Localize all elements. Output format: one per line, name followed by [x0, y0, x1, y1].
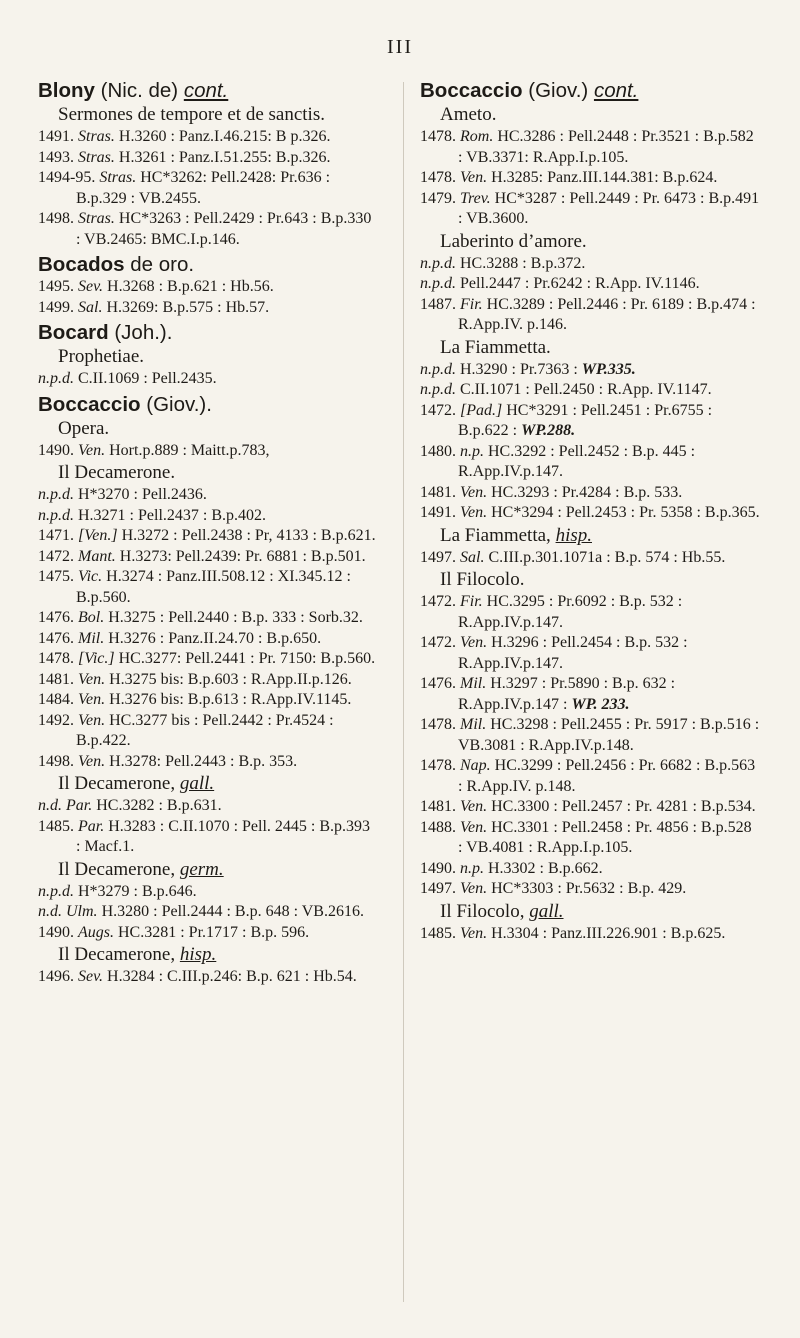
author-heading — [38, 392, 378, 417]
entry-year: 1491. — [38, 128, 74, 145]
work-title-text: Laberinto d’amore. — [440, 230, 587, 252]
entry-place: Ven. — [460, 798, 488, 815]
entry-year: 1499. — [38, 298, 74, 316]
author-heading — [420, 78, 760, 103]
entry-year: 1490. — [38, 441, 74, 459]
entry-year: 1478. — [420, 169, 456, 186]
entry-references: C.II.1071 : Pell.2450 : R.App. IV.1147. — [460, 381, 712, 398]
entry-references: HC*3262: Pell.2428: Pr.636 : B.p.329 : VB.2455. — [76, 169, 331, 207]
entry-references: H.3261 : Panz.I.51.255: B.p.326. — [118, 148, 331, 166]
edition-entry — [38, 277, 378, 298]
edition-entry — [38, 649, 378, 670]
edition-entry — [420, 859, 760, 880]
entry-references: HC.3300 : Pell.2457 : Pr. 4281 : B.p.534. — [491, 798, 756, 815]
continued-note: cont. — [183, 79, 229, 102]
entry-year: 1476. — [38, 609, 74, 626]
entry-references: HC*3291 : Pell.2451 : Pr.6755 : B.p.622 : — [458, 401, 713, 439]
work-title — [38, 461, 378, 485]
edition-entry — [420, 295, 760, 336]
entry-year: 1478. — [38, 650, 74, 667]
entry-year: 1498. — [38, 752, 74, 770]
entry-place: Par. — [78, 817, 105, 835]
entry-place: n.p.d. — [420, 275, 456, 292]
work-title — [38, 103, 378, 127]
entry-references: HC*3303 : Pr.5632 : B.p. 429. — [491, 880, 687, 897]
entry-place: Augs. — [78, 923, 114, 941]
entry-place: Stras. — [78, 128, 115, 145]
entry-place: Trev. — [460, 189, 491, 207]
continued-note: cont. — [593, 79, 639, 102]
left-column — [38, 76, 378, 988]
edition-entry — [420, 168, 760, 189]
work-title-text: Il Decamerone, — [58, 944, 180, 965]
entry-year: 1471. — [38, 527, 74, 544]
entry-year: 1472. — [38, 547, 74, 565]
entry-references: HC.3288 : B.p.372. — [460, 254, 586, 272]
work-title-text: Il Decamerone, — [58, 773, 180, 794]
edition-entry — [38, 796, 378, 817]
entry-place: Nap. — [460, 757, 491, 774]
edition-entry — [38, 608, 378, 629]
work-title-text: Sermones de tempore et de sanctis. — [58, 104, 325, 125]
edition-entry — [38, 127, 378, 148]
entry-references: HC.3293 : Pr.4284 : B.p. 533. — [491, 483, 683, 501]
edition-language: hisp. — [555, 524, 592, 546]
entry-references: HC.3289 : Pell.2446 : Pr. 6189 : B.p.474 : R.App.IV. p.146. — [458, 295, 756, 333]
entry-year: 1485. — [38, 817, 74, 835]
work-title-text: Il Filocolo. — [440, 569, 525, 590]
edition-entry — [38, 670, 378, 691]
edition-entry — [38, 902, 378, 923]
entry-place: [Ven.] — [78, 527, 118, 544]
entry-year: 1481. — [420, 483, 456, 501]
edition-entry — [420, 797, 760, 818]
entry-place: n.p.d. — [38, 506, 74, 524]
entry-place: [Vic.] — [78, 650, 115, 667]
entry-place: Stras. — [78, 148, 115, 166]
work-title-text: Opera. — [58, 417, 110, 439]
edition-entry — [38, 567, 378, 608]
entry-place: Ven. — [78, 711, 106, 729]
entry-references: Pell.2447 : Pr.6242 : R.App. IV.1146. — [460, 275, 700, 292]
edition-entry — [420, 380, 760, 401]
author-heading — [38, 78, 378, 103]
work-title — [38, 858, 378, 882]
author-qualifier: (Joh.). — [108, 321, 173, 344]
work-title — [420, 336, 760, 360]
entry-year: 1494-95. — [38, 169, 96, 186]
edition-entry — [420, 633, 760, 674]
entry-year: 1481. — [38, 670, 74, 688]
work-title-text: Il Filocolo, — [440, 900, 530, 922]
edition-entry — [38, 711, 378, 752]
entry-place: Ven. — [460, 483, 488, 501]
entry-year: 1498. — [38, 210, 74, 227]
edition-entry — [420, 189, 760, 230]
author-name: Blony — [38, 79, 95, 102]
entry-references: HC.3277: Pell.2441 : Pr. 7150: B.p.560. — [118, 650, 376, 667]
edition-entry — [420, 442, 760, 483]
edition-entry — [420, 503, 760, 524]
entry-place: n.p. — [460, 442, 484, 460]
work-title — [420, 900, 760, 924]
entry-references: H.3285: Panz.III.144.381: B.p.624. — [491, 169, 718, 186]
entry-place: Sal. — [460, 548, 485, 566]
entry-references: H.3272 : Pell.2438 : Pr, 4133 : B.p.621. — [121, 527, 376, 544]
author-qualifier: (Giov.). — [140, 392, 212, 416]
edition-entry — [38, 148, 378, 169]
entry-place: Mil. — [78, 629, 105, 647]
entry-place: n.p. — [460, 859, 484, 877]
entry-references: H.3275 : Pell.2440 : B.p. 333 : Sorb.32. — [108, 609, 363, 626]
author-name: Boccaccio — [38, 392, 141, 416]
edition-entry — [420, 924, 760, 945]
entry-references: HC.3277 bis : Pell.2442 : Pr.4524 : B.p.422. — [76, 711, 334, 749]
edition-entry — [38, 967, 378, 988]
author-name: Boccaccio — [420, 79, 523, 102]
edition-entry — [420, 254, 760, 275]
entry-references: H.3276 bis: B.p.613 : R.App.IV.1145. — [109, 691, 352, 708]
entry-references: HC.3301 : Pell.2458 : Pr. 4856 : B.p.528 : VB.4081 : R.App.I.p.105. — [458, 818, 752, 856]
work-title-text: Prophetiae. — [58, 346, 145, 367]
author-qualifier: (Giov.) — [522, 79, 594, 102]
entry-year: 1493. — [38, 148, 74, 166]
entry-place: Mil. — [460, 716, 487, 733]
entry-references: HC*3287 : Pell.2449 : Pr. 6473 : B.p.491 : VB.3600. — [458, 189, 760, 227]
entry-place: Mil. — [460, 675, 487, 692]
entry-year: 1490. — [38, 923, 74, 941]
entry-place: Ven. — [460, 924, 488, 942]
work-title — [420, 524, 760, 548]
entry-references: H.3304 : Panz.III.226.901 : B.p.625. — [491, 924, 726, 942]
work-title-text: Il Decamerone. — [58, 462, 176, 483]
entry-year: 1497. — [420, 548, 456, 566]
edition-entry — [38, 485, 378, 506]
entry-references: H*3270 : Pell.2436. — [78, 486, 207, 503]
entry-references: HC.3292 : Pell.2452 : B.p. 445 : R.App.IV.p.147. — [458, 442, 696, 480]
entry-references: HC.3299 : Pell.2456 : Pr. 6682 : B.p.563 : R.App.IV. p.148. — [458, 757, 756, 795]
entry-year: 1488. — [420, 818, 456, 836]
edition-entry — [420, 879, 760, 900]
edition-language: germ. — [179, 858, 224, 880]
entry-place: n.d. Ulm. — [38, 903, 98, 920]
entry-references: H.3280 : Pell.2444 : B.p. 648 : VB.2616. — [101, 903, 364, 920]
entry-place: n.p.d. — [38, 486, 74, 503]
entry-place: [Pad.] — [460, 401, 503, 419]
edition-entry — [38, 526, 378, 547]
work-title — [420, 103, 760, 127]
entry-year: 1497. — [420, 880, 456, 897]
entry-references: HC*3294 : Pell.2453 : Pr. 5358 : B.p.365. — [491, 504, 760, 521]
edition-entry — [38, 752, 378, 773]
edition-entry — [38, 629, 378, 650]
edition-entry — [420, 592, 760, 633]
edition-language: gall. — [179, 773, 215, 794]
entry-year: 1485. — [420, 924, 456, 942]
work-title — [420, 568, 760, 592]
entry-place: Ven. — [460, 634, 488, 651]
entry-place: Rom. — [460, 128, 494, 145]
entry-year: 1479. — [420, 189, 456, 207]
work-title — [420, 230, 760, 254]
entry-place: Mant. — [78, 547, 116, 565]
entry-references: H.3268 : B.p.621 : Hb.56. — [107, 278, 274, 295]
entry-place: Ven. — [78, 752, 106, 770]
edition-entry — [38, 817, 378, 858]
edition-entry — [420, 548, 760, 569]
entry-year: 1480. — [420, 442, 456, 460]
entry-references: HC*3263 : Pell.2429 : Pr.643 : B.p.330 : VB.2465: BMC.I.p.146. — [76, 210, 372, 248]
entry-references: H.3284 : C.III.p.246: B.p. 621 : Hb.54. — [107, 968, 357, 985]
column-divider — [403, 82, 404, 1302]
work-title — [38, 417, 378, 441]
edition-entry — [38, 506, 378, 527]
entry-references: H.3296 : Pell.2454 : B.p. 532 : R.App.IV.p.147. — [458, 634, 688, 672]
entry-references: H.3283 : C.II.1070 : Pell. 2445 : B.p.393 : Macf.1. — [76, 817, 371, 855]
edition-entry — [38, 298, 378, 319]
entry-year: 1496. — [38, 968, 74, 985]
entry-references: H.3297 : Pr.5890 : B.p. 632 : R.App.IV.p.147 : — [458, 675, 676, 713]
entry-place: n.d. Par. — [38, 797, 93, 814]
edition-entry — [420, 401, 760, 442]
edition-entry — [38, 441, 378, 462]
entry-year: 1492. — [38, 711, 74, 729]
edition-entry — [420, 818, 760, 859]
edition-entry — [420, 127, 760, 168]
entry-place: n.p.d. — [38, 882, 74, 900]
entry-place: Fir. — [460, 295, 483, 313]
entry-references: Hort.p.889 : Maitt.p.783, — [109, 441, 270, 459]
work-title — [38, 345, 378, 369]
entry-year: 1472. — [420, 593, 456, 610]
edition-entry — [420, 674, 760, 715]
edition-entry — [420, 483, 760, 504]
entry-references: H.3302 : B.p.662. — [488, 859, 603, 877]
entry-place: Ven. — [78, 670, 106, 688]
entry-references: H*3279 : B.p.646. — [78, 882, 197, 900]
edition-entry — [38, 209, 378, 250]
entry-place: Ven. — [460, 880, 488, 897]
edition-entry — [420, 274, 760, 295]
edition-entry — [38, 547, 378, 568]
entry-references: H.3276 : Panz.II.24.70 : B.p.650. — [108, 629, 322, 647]
entry-place: n.p.d. — [420, 360, 456, 378]
entry-references: H.3290 : Pr.7363 : — [460, 360, 582, 378]
work-title-text: Il Decamerone, — [58, 858, 180, 880]
entry-references: H.3275 bis: B.p.603 : R.App.II.p.126. — [109, 670, 352, 688]
entry-references: H.3274 : Panz.III.508.12 : XI.345.12 : B.p.560. — [76, 568, 351, 606]
entry-place: Vic. — [78, 568, 103, 585]
author-qualifier: de oro. — [124, 253, 195, 276]
entry-year: 1476. — [420, 675, 456, 692]
edition-entry — [420, 715, 760, 756]
entry-references: H.3269: B.p.575 : Hb.57. — [106, 298, 270, 316]
edition-entry — [38, 369, 378, 390]
entry-place: Ven. — [460, 169, 488, 186]
entry-year: 1472. — [420, 401, 456, 419]
entry-place: Sev. — [78, 968, 104, 985]
entry-references: H.3278: Pell.2443 : B.p. 353. — [109, 752, 298, 770]
entry-place: Sev. — [78, 278, 104, 295]
entry-place: Bol. — [78, 609, 105, 626]
author-name: Bocard — [38, 321, 109, 344]
entry-references: H.3260 : Panz.I.46.215: B p.326. — [118, 128, 331, 145]
entry-references: H.3273: Pell.2439: Pr. 6881 : B.p.501. — [119, 547, 366, 565]
entry-year: 1475. — [38, 568, 74, 585]
page-number: III — [387, 36, 413, 58]
entry-wp-reference: WP.335. — [581, 360, 636, 378]
entry-place: n.p.d. — [420, 381, 456, 398]
entry-place: Ven. — [460, 818, 488, 836]
author-heading — [38, 320, 378, 345]
edition-entry — [38, 923, 378, 944]
entry-references: H.3271 : Pell.2437 : B.p.402. — [78, 506, 267, 524]
entry-year: 1478. — [420, 757, 456, 774]
edition-entry — [420, 756, 760, 797]
entry-references: C.III.p.301.1071a : B.p. 574 : Hb.55. — [488, 548, 726, 566]
entry-year: 1478. — [420, 128, 456, 145]
edition-entry — [38, 168, 378, 209]
entry-references: C.II.1069 : Pell.2435. — [78, 370, 217, 387]
entry-place: Stras. — [78, 210, 115, 227]
author-qualifier: (Nic. de) — [94, 79, 184, 102]
entry-references: HC.3295 : Pr.6092 : B.p. 532 : R.App.IV.p.147. — [458, 593, 683, 631]
work-title-text: La Fiammetta, — [440, 524, 556, 546]
entry-year: 1481. — [420, 798, 456, 815]
entry-references: HC.3298 : Pell.2455 : Pr. 5917 : B.p.516 : VB.3081 : R.App.IV.p.148. — [458, 716, 760, 754]
entry-references: HC.3281 : Pr.1717 : B.p. 596. — [118, 923, 310, 941]
entry-place: Ven. — [78, 691, 106, 708]
entry-wp-reference: WP.288. — [521, 422, 576, 439]
entry-year: 1495. — [38, 278, 74, 295]
entry-references: HC.3286 : Pell.2448 : Pr.3521 : B.p.582 : VB.3371: R.App.I.p.105. — [458, 128, 754, 166]
entry-year: 1476. — [38, 629, 74, 647]
entry-place: Stras. — [99, 169, 137, 186]
entry-year: 1490. — [420, 859, 456, 877]
edition-language: gall. — [529, 900, 564, 922]
entry-year: 1472. — [420, 634, 456, 651]
edition-entry — [38, 882, 378, 903]
author-heading — [38, 252, 378, 277]
entry-place: n.p.d. — [420, 254, 456, 272]
work-title-text: La Fiammetta. — [440, 336, 551, 358]
entry-place: Sal. — [78, 298, 103, 316]
work-title — [38, 943, 378, 967]
entry-references: HC.3282 : B.p.631. — [96, 797, 222, 814]
author-name: Bocados — [38, 253, 125, 276]
work-title-text: Ameto. — [440, 104, 497, 125]
entry-place: Ven. — [78, 441, 106, 459]
entry-year: 1487. — [420, 295, 456, 313]
edition-entry — [420, 360, 760, 381]
entry-year: 1484. — [38, 691, 74, 708]
entry-wp-reference: WP. 233. — [571, 695, 630, 713]
entry-year: 1478. — [420, 716, 456, 733]
entry-year: 1491. — [420, 504, 456, 521]
work-title — [38, 772, 378, 796]
entry-place: Fir. — [460, 593, 483, 610]
entry-place: Ven. — [460, 504, 488, 521]
edition-entry — [38, 690, 378, 711]
entry-place: n.p.d. — [38, 370, 74, 387]
right-column — [420, 76, 760, 944]
edition-language: hisp. — [179, 944, 217, 965]
